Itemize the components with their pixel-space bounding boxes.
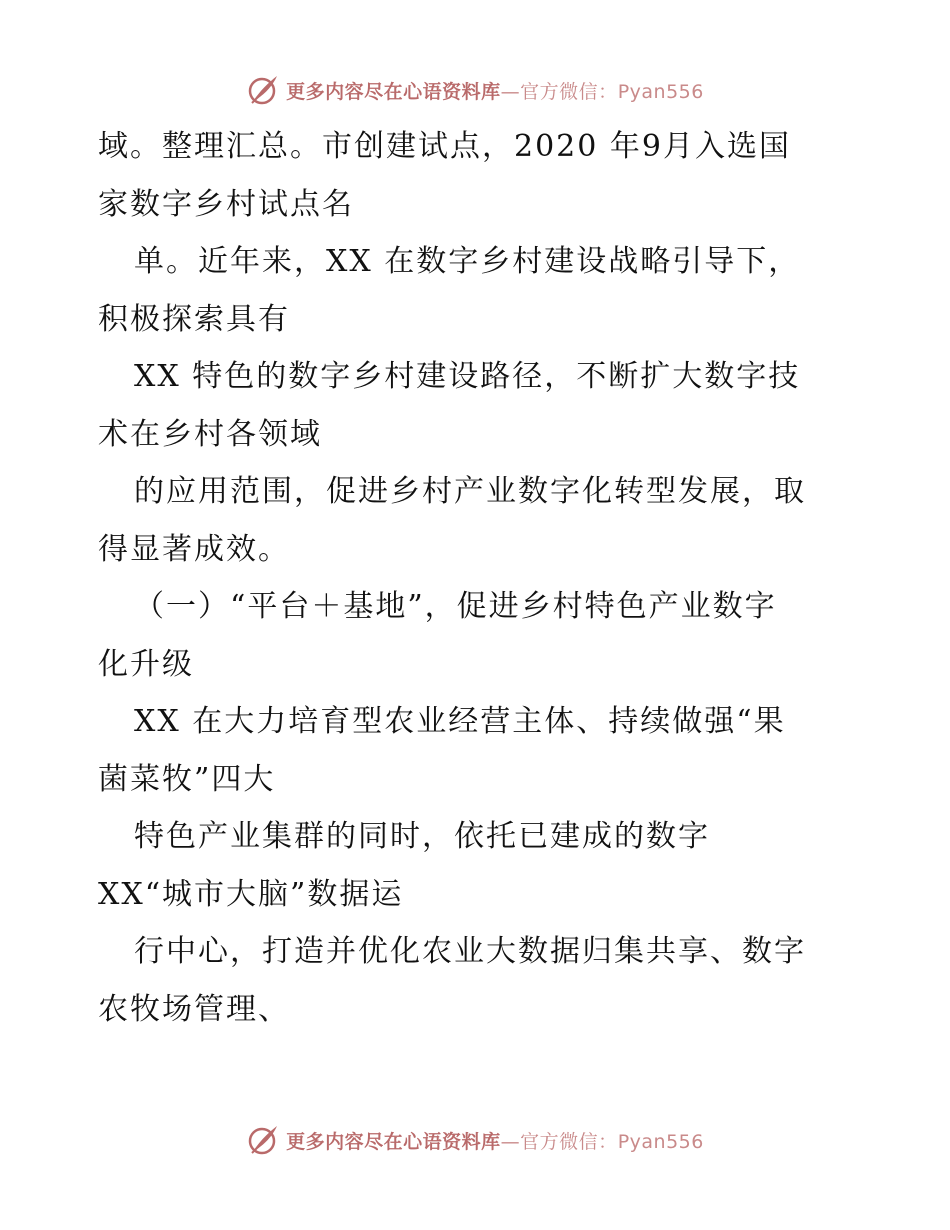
text-line: 域。整理汇总。市创建试点，2020 年9月入选国 <box>98 129 791 164</box>
text-line: 行中心，打造并优化农业大数据归集共享、数字 <box>134 934 806 969</box>
text-line: 得显著成效。 <box>98 531 290 567</box>
text-line: XX 特色的数字乡村建设路径，不断扩大数字技 <box>134 359 801 394</box>
watermark-text <box>286 77 704 104</box>
section-heading-line: 化升级 <box>98 646 194 682</box>
watermark-main-text: 更多内容尽在心语资料库 <box>286 1130 501 1153</box>
document-body <box>98 118 868 1038</box>
watermark-dash: — <box>500 1130 521 1153</box>
watermark-wechat-id: Pyan556 <box>617 80 704 103</box>
text-line: 术在乡村各领域 <box>98 416 322 452</box>
watermark-dash: — <box>500 80 521 103</box>
text-line: XX“城市大脑”数据运 <box>98 876 404 912</box>
feather-pen-circle-icon <box>246 1123 280 1157</box>
text-line: XX 在大力培育型农业经营主体、持续做强“果 <box>134 704 786 739</box>
watermark-text <box>286 1127 704 1154</box>
text-line: 的应用范围，促进乡村产业数字化转型发展，取 <box>134 474 806 509</box>
text-line: 农牧场管理、 <box>98 991 290 1027</box>
text-line: 特色产业集群的同时，依托已建成的数字 <box>134 819 710 854</box>
watermark-wechat-label: 官方微信： <box>520 1130 618 1153</box>
text-line: 菌菜牧”四大 <box>98 761 276 797</box>
section-heading-line: （一）“平台＋基地”，促进乡村特色产业数字 <box>134 589 777 624</box>
watermark-wechat-label: 官方微信： <box>520 80 618 103</box>
header-watermark-banner <box>0 70 950 110</box>
text-line: 单。近年来，XX 在数字乡村建设战略引导下， <box>134 244 801 279</box>
feather-pen-circle-icon <box>246 73 280 107</box>
text-line: 家数字乡村试点名 <box>98 186 354 222</box>
watermark-wechat-id: Pyan556 <box>617 1130 704 1153</box>
footer-watermark-banner <box>0 1120 950 1160</box>
watermark-main-text: 更多内容尽在心语资料库 <box>286 80 501 103</box>
text-line: 积极探索具有 <box>98 301 290 337</box>
